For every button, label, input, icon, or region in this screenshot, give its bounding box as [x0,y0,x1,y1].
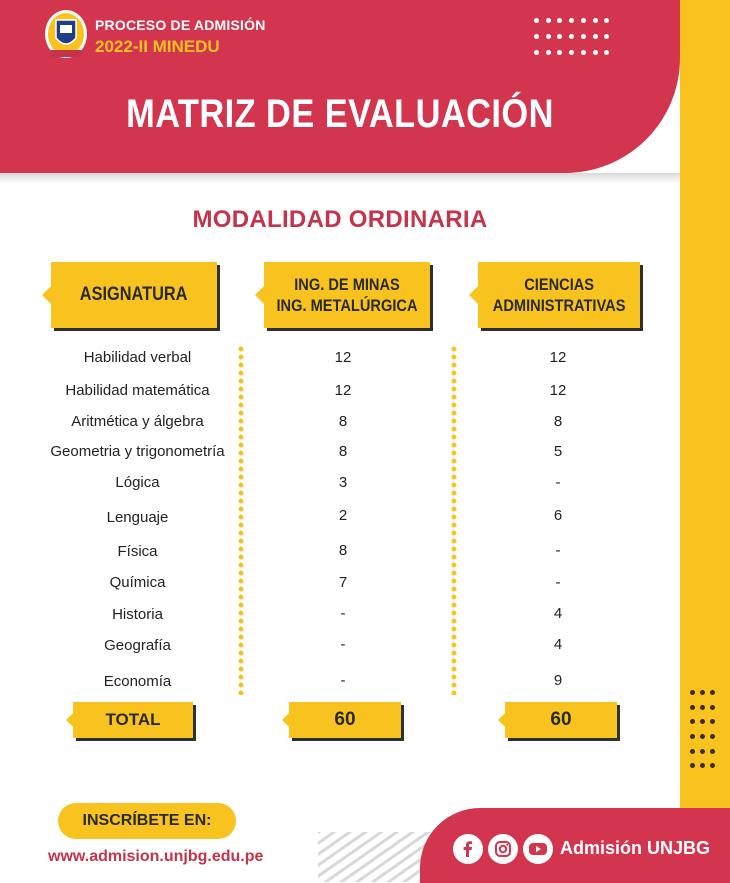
total-admin-value: 60 [550,709,572,730]
value-minas: 7 [338,574,348,591]
subject-label: Geografía [104,637,171,654]
instagram-icon[interactable] [488,834,518,864]
value-minas: 12 [334,349,352,366]
decorative-dots [534,18,616,56]
value-admin: - [555,542,561,559]
subject-label: Economía [103,673,172,690]
header-admin-line2: ADMINISTRATIVAS [492,296,626,315]
page-title: MATRIZ DE EVALUACIÓN [126,92,554,136]
value-minas: 3 [338,474,348,491]
value-admin: 9 [553,672,563,689]
header-asignatura [51,262,217,328]
subject-label: Física [117,543,158,560]
subject-label: Aritmética y álgebra [71,413,204,430]
value-admin: 12 [549,382,567,399]
value-minas: - [340,672,346,689]
value-admin: 5 [553,443,563,460]
header-minas-line2: ING. METALÚRGICA [276,296,418,315]
total-minas-box [289,702,401,738]
value-admin: - [555,574,561,591]
brand-line-2: 2022-II MINEDU [95,37,220,56]
section-subtitle: MODALIDAD ORDINARIA [192,206,488,233]
header-admin-line1: CIENCIAS [524,274,594,294]
header-ciencias-admin [478,262,640,328]
value-admin: - [555,474,561,491]
value-admin: 6 [553,507,563,524]
youtube-icon[interactable] [523,834,553,864]
value-minas: 2 [338,507,348,524]
instagram-glyph [494,840,512,858]
facebook-glyph [459,840,477,858]
youtube-glyph [528,841,548,857]
subject-label: Habilidad matemática [65,382,210,399]
subject-label: Química [109,574,166,591]
decorative-dots-right [690,690,720,772]
total-label: TOTAL [105,710,161,729]
column-divider-dots [451,345,457,695]
subject-label: Lógica [115,474,160,491]
header-minas-line1: ING. DE MINAS [294,274,400,294]
value-minas: 8 [338,443,348,460]
total-admin-box [505,702,617,738]
brand-line-1: PROCESO DE ADMISIÓN [95,17,266,33]
university-shield-logo [44,8,88,64]
subject-label: Lenguaje [106,509,169,526]
header-asignatura-label: ASIGNATURA [80,284,188,306]
subject-label: Historia [112,606,163,623]
value-admin: 12 [549,349,567,366]
cta-label: INSCRÍBETE EN: [82,812,212,829]
value-admin: 4 [553,636,563,653]
total-minas-value: 60 [334,709,356,730]
value-minas: 12 [334,382,352,399]
subject-label: Habilidad verbal [83,349,192,366]
subject-label: Geometria y trigonometría [50,443,225,460]
value-minas: - [340,605,346,622]
value-minas: 8 [338,413,348,430]
value-admin: 8 [553,413,563,430]
social-handle: Admisión UNJBG [560,838,711,858]
value-minas: 8 [338,542,348,559]
total-label-box [73,702,193,738]
value-admin: 4 [553,605,563,622]
cta-button[interactable] [58,803,236,839]
value-minas: - [340,636,346,653]
header-ing-minas [264,262,430,328]
header-shadow [0,173,680,183]
website-link[interactable]: www.admision.unjbg.edu.pe [48,848,264,865]
facebook-icon[interactable] [453,834,483,864]
